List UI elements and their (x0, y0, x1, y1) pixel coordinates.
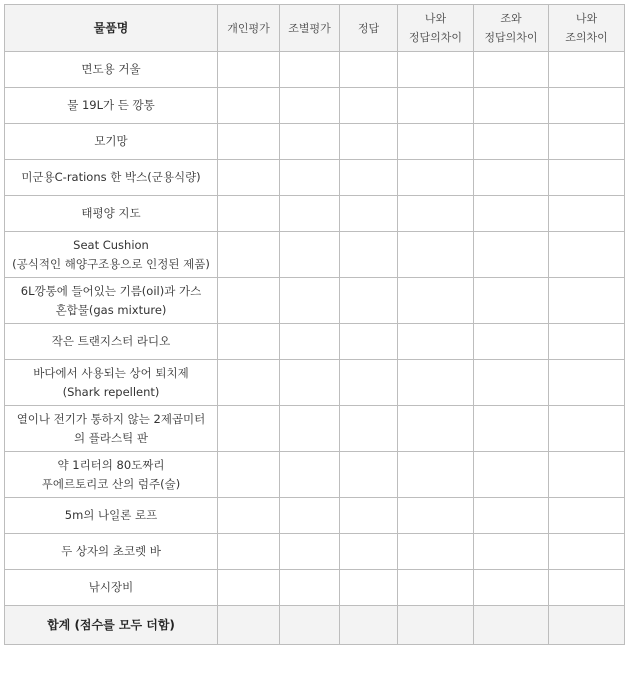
group-vs-answer-score-cell[interactable] (474, 452, 549, 498)
me-vs-group-score-cell[interactable] (549, 452, 625, 498)
me-vs-group-score-cell[interactable] (549, 278, 625, 324)
group-score-cell[interactable] (280, 124, 340, 160)
item-name-line: (Shark repellent) (62, 384, 160, 399)
group-score-cell[interactable] (280, 406, 340, 452)
table-header (5, 5, 625, 52)
individual-score-cell[interactable] (218, 360, 280, 406)
header-item-name: 물품명 (5, 5, 218, 52)
item-name-line: 약 1리터의 80도짜리 (57, 457, 165, 472)
item-name-line: (공식적인 해양구조용으로 인정된 제품) (12, 256, 210, 271)
me-vs-group-score-cell[interactable] (549, 160, 625, 196)
item-name-line: 열이나 전기가 통하지 않는 2제곱미터 (16, 411, 206, 426)
header-me-vs-group (549, 5, 625, 52)
table-row (5, 360, 625, 406)
me-vs-group-score-cell[interactable] (549, 88, 625, 124)
group-vs-answer-score-cell[interactable] (474, 406, 549, 452)
individual-score-cell[interactable] (218, 124, 280, 160)
group-score-cell[interactable] (280, 570, 340, 606)
total-answer-cell[interactable] (340, 606, 398, 645)
table-row (5, 124, 625, 160)
item-name-line: 의 플라스틱 판 (74, 430, 148, 445)
group-score-cell[interactable] (280, 88, 340, 124)
table-row (5, 452, 625, 498)
me-vs-answer-score-cell[interactable] (398, 88, 474, 124)
group-score-cell[interactable] (280, 498, 340, 534)
answer-score-cell[interactable] (340, 278, 398, 324)
item-name-cell (5, 196, 218, 232)
header-answer: 정답 (340, 5, 398, 52)
header-group-rank: 조별평가 (280, 5, 340, 52)
header-group-vs-answer (474, 5, 549, 52)
table-row (5, 232, 625, 278)
group-score-cell[interactable] (280, 232, 340, 278)
header-row (5, 5, 625, 52)
total-label: 합계 (점수를 모두 더함) (5, 606, 218, 645)
header-me-vs-group-line2: 조의차이 (565, 31, 608, 44)
me-vs-answer-score-cell[interactable] (398, 124, 474, 160)
item-name-cell (5, 360, 218, 406)
me-vs-group-score-cell[interactable] (549, 124, 625, 160)
answer-score-cell[interactable] (340, 498, 398, 534)
item-name-line: 6L깡통에 들어있는 기름(oil)과 가스 (20, 283, 202, 298)
item-name-line: 바다에서 사용되는 상어 퇴치제 (33, 365, 189, 380)
item-name-line: 태평양 지도 (81, 206, 141, 220)
group-vs-answer-score-cell[interactable] (474, 360, 549, 406)
item-name-line: 작은 트랜지스터 라디오 (51, 334, 171, 348)
me-vs-answer-score-cell[interactable] (398, 160, 474, 196)
header-me-vs-group-line1: 나와 (575, 12, 598, 25)
total-group-vs-answer-cell[interactable] (474, 606, 549, 645)
answer-score-cell[interactable] (340, 324, 398, 360)
me-vs-answer-score-cell[interactable] (398, 498, 474, 534)
table-body (5, 52, 625, 606)
me-vs-group-score-cell[interactable] (549, 324, 625, 360)
individual-score-cell[interactable] (218, 406, 280, 452)
answer-score-cell[interactable] (340, 88, 398, 124)
individual-score-cell[interactable] (218, 570, 280, 606)
item-name-cell (5, 278, 218, 324)
table-row (5, 534, 625, 570)
group-vs-answer-score-cell[interactable] (474, 534, 549, 570)
group-vs-answer-score-cell[interactable] (474, 232, 549, 278)
me-vs-answer-score-cell[interactable] (398, 534, 474, 570)
group-score-cell[interactable] (280, 196, 340, 232)
individual-score-cell[interactable] (218, 534, 280, 570)
individual-score-cell[interactable] (218, 324, 280, 360)
header-me-vs-answer-line1: 나와 (424, 12, 447, 25)
me-vs-group-score-cell[interactable] (549, 570, 625, 606)
table-row (5, 570, 625, 606)
me-vs-answer-score-cell[interactable] (398, 232, 474, 278)
individual-score-cell[interactable] (218, 232, 280, 278)
me-vs-answer-score-cell[interactable] (398, 278, 474, 324)
table-row (5, 52, 625, 88)
table-footer (5, 606, 625, 645)
item-name-cell (5, 570, 218, 606)
me-vs-group-score-cell[interactable] (549, 534, 625, 570)
individual-score-cell[interactable] (218, 52, 280, 88)
item-name-cell (5, 452, 218, 498)
item-name-line: Seat Cushion (73, 237, 149, 252)
group-vs-answer-score-cell[interactable] (474, 160, 549, 196)
group-score-cell[interactable] (280, 160, 340, 196)
item-name-cell (5, 534, 218, 570)
group-score-cell[interactable] (280, 360, 340, 406)
total-individual-cell[interactable] (218, 606, 280, 645)
me-vs-answer-score-cell[interactable] (398, 324, 474, 360)
me-vs-answer-score-cell[interactable] (398, 52, 474, 88)
individual-score-cell[interactable] (218, 278, 280, 324)
individual-score-cell[interactable] (218, 160, 280, 196)
item-name-line: 혼합물(gas mixture) (55, 302, 167, 317)
item-name-line: 푸에르토리코 산의 럼주(술) (41, 476, 181, 491)
me-vs-answer-score-cell[interactable] (398, 196, 474, 232)
group-score-cell[interactable] (280, 452, 340, 498)
table-row (5, 160, 625, 196)
total-me-vs-answer-cell[interactable] (398, 606, 474, 645)
me-vs-answer-score-cell[interactable] (398, 452, 474, 498)
answer-score-cell[interactable] (340, 534, 398, 570)
answer-score-cell[interactable] (340, 360, 398, 406)
total-group-cell[interactable] (280, 606, 340, 645)
me-vs-group-score-cell[interactable] (549, 498, 625, 534)
header-group-vs-answer-line1: 조와 (500, 12, 522, 25)
table-row (5, 196, 625, 232)
answer-score-cell[interactable] (340, 124, 398, 160)
me-vs-group-score-cell[interactable] (549, 232, 625, 278)
answer-score-cell[interactable] (340, 452, 398, 498)
item-name-cell (5, 124, 218, 160)
item-name-cell (5, 406, 218, 452)
item-name-cell (5, 160, 218, 196)
header-group-vs-answer-line2: 정답의차이 (484, 31, 538, 44)
item-name-line: 물 19L가 든 깡통 (67, 98, 155, 112)
item-name-cell (5, 88, 218, 124)
group-score-cell[interactable] (280, 534, 340, 570)
table-row (5, 324, 625, 360)
item-name-line: 두 상자의 초코렛 바 (61, 544, 161, 558)
item-name-cell (5, 232, 218, 278)
me-vs-answer-score-cell[interactable] (398, 360, 474, 406)
header-me-vs-answer-line2: 정답의차이 (408, 31, 463, 44)
group-vs-answer-score-cell[interactable] (474, 570, 549, 606)
item-name-cell (5, 498, 218, 534)
item-name-line: 5m의 나일론 로프 (64, 508, 158, 522)
individual-score-cell[interactable] (218, 88, 280, 124)
group-vs-answer-score-cell[interactable] (474, 88, 549, 124)
me-vs-group-score-cell[interactable] (549, 360, 625, 406)
me-vs-group-score-cell[interactable] (549, 406, 625, 452)
header-me-vs-answer (398, 5, 474, 52)
table-row (5, 406, 625, 452)
individual-score-cell[interactable] (218, 196, 280, 232)
answer-score-cell[interactable] (340, 406, 398, 452)
total-row (5, 606, 625, 645)
table-row (5, 278, 625, 324)
group-vs-answer-score-cell[interactable] (474, 324, 549, 360)
answer-score-cell[interactable] (340, 232, 398, 278)
item-name-line: 면도용 거울 (81, 62, 141, 76)
answer-score-cell[interactable] (340, 160, 398, 196)
me-vs-answer-score-cell[interactable] (398, 570, 474, 606)
me-vs-group-score-cell[interactable] (549, 196, 625, 232)
ranking-worksheet-table (4, 4, 625, 645)
individual-score-cell[interactable] (218, 452, 280, 498)
me-vs-group-score-cell[interactable] (549, 52, 625, 88)
group-score-cell[interactable] (280, 52, 340, 88)
table-row (5, 88, 625, 124)
answer-score-cell[interactable] (340, 196, 398, 232)
me-vs-answer-score-cell[interactable] (398, 406, 474, 452)
answer-score-cell[interactable] (340, 52, 398, 88)
item-name-cell (5, 52, 218, 88)
group-vs-answer-score-cell[interactable] (474, 52, 549, 88)
total-me-vs-group-cell[interactable] (549, 606, 625, 645)
item-name-line: 미군용C-rations 한 박스(군용식량) (21, 170, 201, 184)
group-vs-answer-score-cell[interactable] (474, 124, 549, 160)
item-name-line: 모기망 (94, 134, 128, 148)
item-name-cell (5, 324, 218, 360)
item-name-line: 낚시장비 (88, 580, 134, 594)
group-score-cell[interactable] (280, 278, 340, 324)
group-score-cell[interactable] (280, 324, 340, 360)
individual-score-cell[interactable] (218, 498, 280, 534)
group-vs-answer-score-cell[interactable] (474, 498, 549, 534)
table-row (5, 498, 625, 534)
group-vs-answer-score-cell[interactable] (474, 196, 549, 232)
header-individual-rank: 개인평가 (218, 5, 280, 52)
group-vs-answer-score-cell[interactable] (474, 278, 549, 324)
answer-score-cell[interactable] (340, 570, 398, 606)
